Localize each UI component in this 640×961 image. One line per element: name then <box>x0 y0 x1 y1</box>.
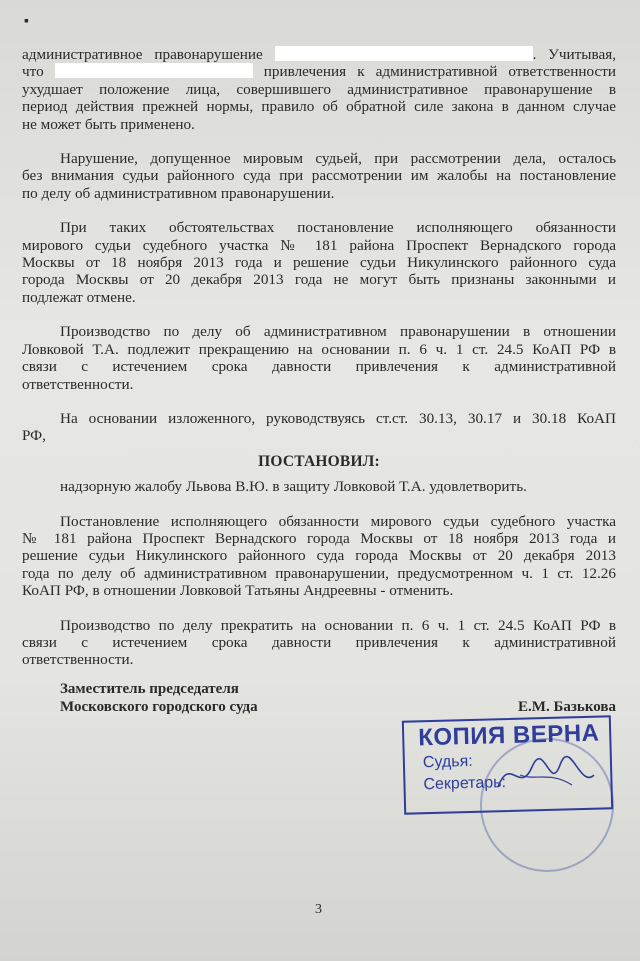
handwritten-signature-icon <box>490 745 600 805</box>
paragraph-8: Производство по делу прекратить на основании п. 6 ч. 1 ст. 24.5 КоАП РФ в связи с истечением срока давности привлечения к административной ответственности. <box>22 616 616 669</box>
paragraph-4: Производство по делу об административном правонарушении в отношении Ловковой Т.А. подлежит прекращению на основании п. 6 ч. 1 ст. 24.5 КоАП РФ в связи с истечением срока давности привлечения к административной ответственности. <box>22 323 616 393</box>
redaction-box <box>55 63 253 78</box>
paragraph-1 <box>22 46 616 133</box>
paragraph-3: При таких обстоятельствах постановление исполняющего обязанности мирового судьи судебного участка № 181 района Проспект Вернадского города Москвы от 18 ноября 2013 года и решение судьи Никулинского районного суда города Москвы от 20 декабря 2013 года не могут быть признаны законными и подлежат отмене. <box>22 219 616 306</box>
paragraph-1-line-1: административное правонарушение . Учитывая, <box>22 46 617 63</box>
paragraph-2: Нарушение, допущенное мировым судьей, при рассмотрении дела, осталось без внимания судьи районного суда при рассмотрении им жалобы на постановление по делу об административном правонарушении. <box>22 150 616 202</box>
stamp-secretary-label: Секретарь: <box>423 774 507 794</box>
stamp-judge-label: Судья: <box>422 752 473 772</box>
signer-position-line-2: Московского городского суда <box>60 699 258 715</box>
signature-block <box>60 680 616 716</box>
paragraph-5: На основании изложенного, руководствуясь ст.ст. 30.13, 30.17 и 30.18 КоАП РФ, <box>22 409 616 445</box>
signer-name: Е.М. Базькова <box>518 699 616 715</box>
paragraph-1-line-2: что привлечения к административной ответственности <box>22 63 617 81</box>
stamp-title: КОПИЯ ВЕРНА <box>417 719 600 752</box>
paragraph-6: надзорную жалобу Львова В.Ю. в защиту Ловковой Т.А. удовлетворить. <box>60 478 527 496</box>
corner-mark: ▪ <box>24 14 29 29</box>
signer-position-line-1: Заместитель председателя <box>60 681 239 697</box>
paragraph-7: Постановление исполняющего обязанности мирового судьи судебного участка № 181 района Проспект Вернадского города Москвы от 18 ноября 2013 года и решение судьи Никулинского районного суда города Москвы от 20 декабря 2013 года по делу об административном правонарушении, предусмотренном ч. 1 ст. 12.26 КоАП РФ, в отношении Ловковой Татьяны Андреевны - отменить. <box>22 512 616 600</box>
resolution-heading: ПОСТАНОВИЛ: <box>258 452 380 470</box>
document-body <box>22 46 616 686</box>
page-number: 3 <box>315 902 322 917</box>
paragraph-1-line-3: ухудшает положение лица, совершившего административное правонарушение в <box>22 80 616 98</box>
paragraph-1-line-4: период действия прежней нормы, правило об обратной силе закона в данном случае <box>22 98 616 116</box>
redaction-box <box>275 46 533 61</box>
paragraph-1-line-5: не может быть применено. <box>22 115 195 133</box>
